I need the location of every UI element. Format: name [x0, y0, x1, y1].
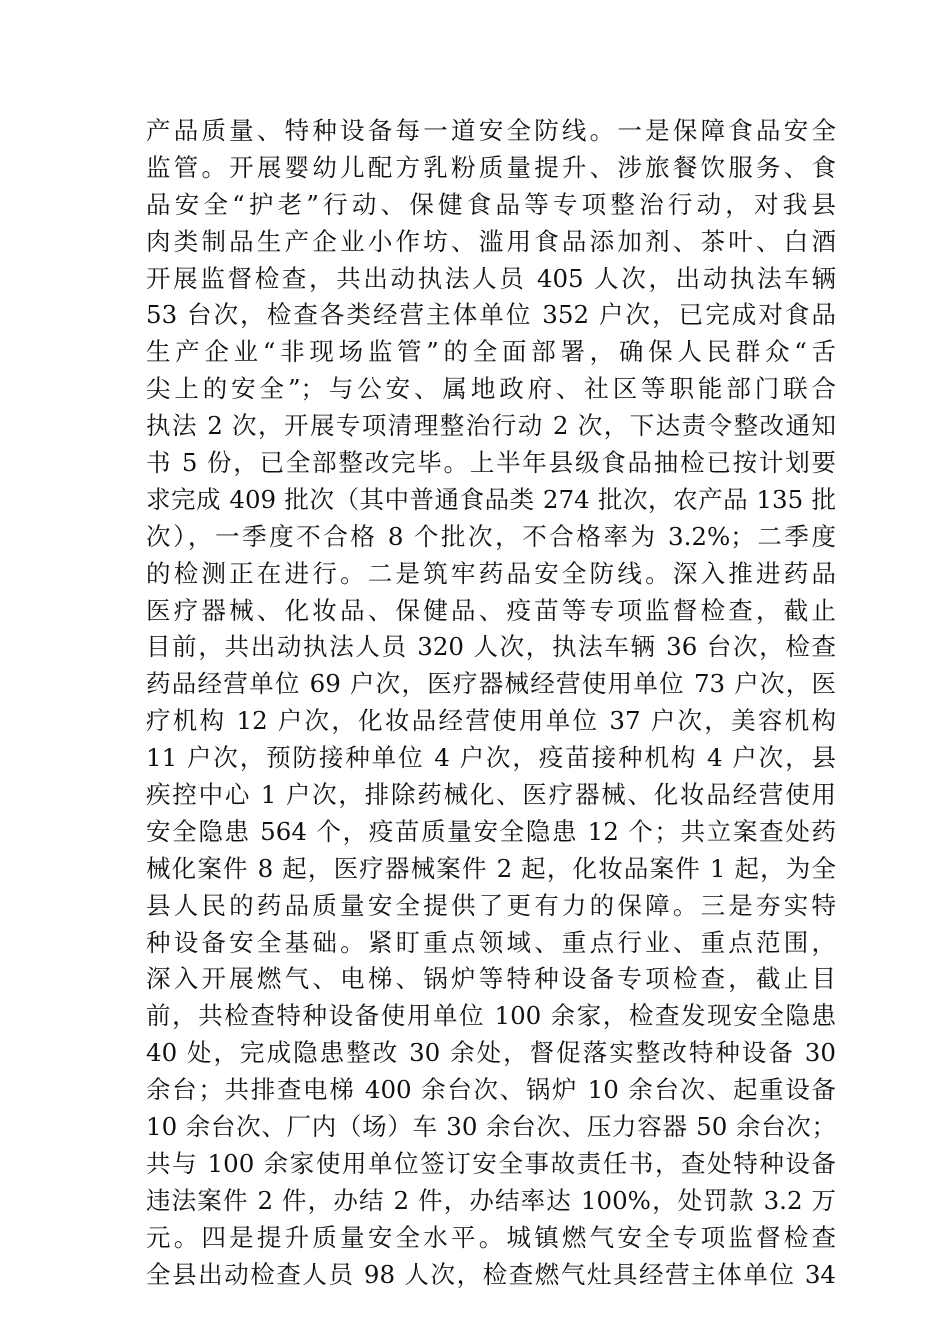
text-line: 产品质量、特种设备每一道安全防线。一是保障食品安全: [146, 116, 836, 145]
text-line: 的检测正在进行。二是筑牢药品安全防线。深入推进药品: [146, 558, 836, 588]
text-line: 11 户次，预防接种单位 4 户次，疫苗接种机构 4 户次，县: [146, 743, 836, 773]
text-line: 执法 2 次，开展专项清理整治行动 2 次，下达责令整改通知: [146, 411, 836, 441]
text-line: 书 5 份，已全部整改完毕。上半年县级食品抽检已按计划要: [146, 448, 836, 478]
text-line: 生产企业“非现场监管”的全面部署，确保人民群众“舌: [146, 337, 836, 367]
text-line: 40 处，完成隐患整改 30 余处，督促落实整改特种设备 30: [146, 1038, 836, 1068]
text-line: 县人民的药品质量安全提供了更有力的保障。三是夯实特: [146, 890, 836, 920]
text-line: 深入开展燃气、电梯、锅炉等特种设备专项检查，截止目: [146, 964, 836, 994]
text-line: 种设备安全基础。紧盯重点领域、重点行业、重点范围，: [146, 927, 836, 957]
text-line: 次），一季度不合格 8 个批次，不合格率为 3.2%；二季度: [146, 521, 836, 551]
text-line: 肉类制品生产企业小作坊、滥用食品添加剂、茶叶、白酒: [146, 226, 836, 256]
text-line: 余台；共排查电梯 400 余台次、锅炉 10 余台次、起重设备: [146, 1075, 836, 1105]
text-line: 开展监督检查，共出动执法人员 405 人次，出动执法车辆: [146, 263, 836, 293]
text-line: 10 余台次、厂内（场）车 30 余台次、压力容器 50 余台次；: [146, 1112, 836, 1142]
text-line: 疗机构 12 户次，化妆品经营使用单位 37 户次，美容机构: [146, 706, 836, 736]
text-line: 安全隐患 564 个，疫苗质量安全隐患 12 个；共立案查处药: [146, 816, 836, 846]
text-line: 全县出动检查人员 98 人次，检查燃气灶具经营主体单位 34: [146, 1259, 836, 1289]
text-line: 监管。开展婴幼儿配方乳粉质量提升、涉旅餐饮服务、食: [146, 152, 836, 182]
body-paragraph: [146, 113, 836, 1294]
text-line: 医疗器械、化妆品、保健品、疫苗等专项监督检查，截止: [146, 595, 836, 625]
text-line: 药品经营单位 69 户次，医疗器械经营使用单位 73 户次，医: [146, 669, 836, 699]
text-line: 前，共检查特种设备使用单位 100 余家，检查发现安全隐患: [146, 1001, 836, 1031]
text-line: 求完成 409 批次（其中普通食品类 274 批次，农产品 135 批: [146, 484, 836, 514]
text-line: 53 台次，检查各类经营主体单位 352 户次，已完成对食品: [146, 300, 836, 330]
text-line: 械化案件 8 起，医疗器械案件 2 起，化妆品案件 1 起，为全: [146, 853, 836, 883]
text-line: 目前，共出动执法人员 320 人次，执法车辆 36 台次，检查: [146, 632, 836, 662]
text-line: 品安全“护老”行动、保健食品等专项整治行动，对我县: [146, 189, 836, 219]
text-line: 共与 100 余家使用单位签订安全事故责任书，查处特种设备: [146, 1148, 836, 1178]
text-line: 违法案件 2 件，办结 2 件，办结率达 100%，处罚款 3.2 万: [146, 1185, 836, 1215]
text-line: 疾控中心 1 户次，排除药械化、医疗器械、化妆品经营使用: [146, 780, 836, 810]
text-line: 尖上的安全”；与公安、属地政府、社区等职能部门联合: [146, 374, 836, 404]
text-line: 元。四是提升质量安全水平。城镇燃气安全专项监督检查: [146, 1222, 836, 1252]
